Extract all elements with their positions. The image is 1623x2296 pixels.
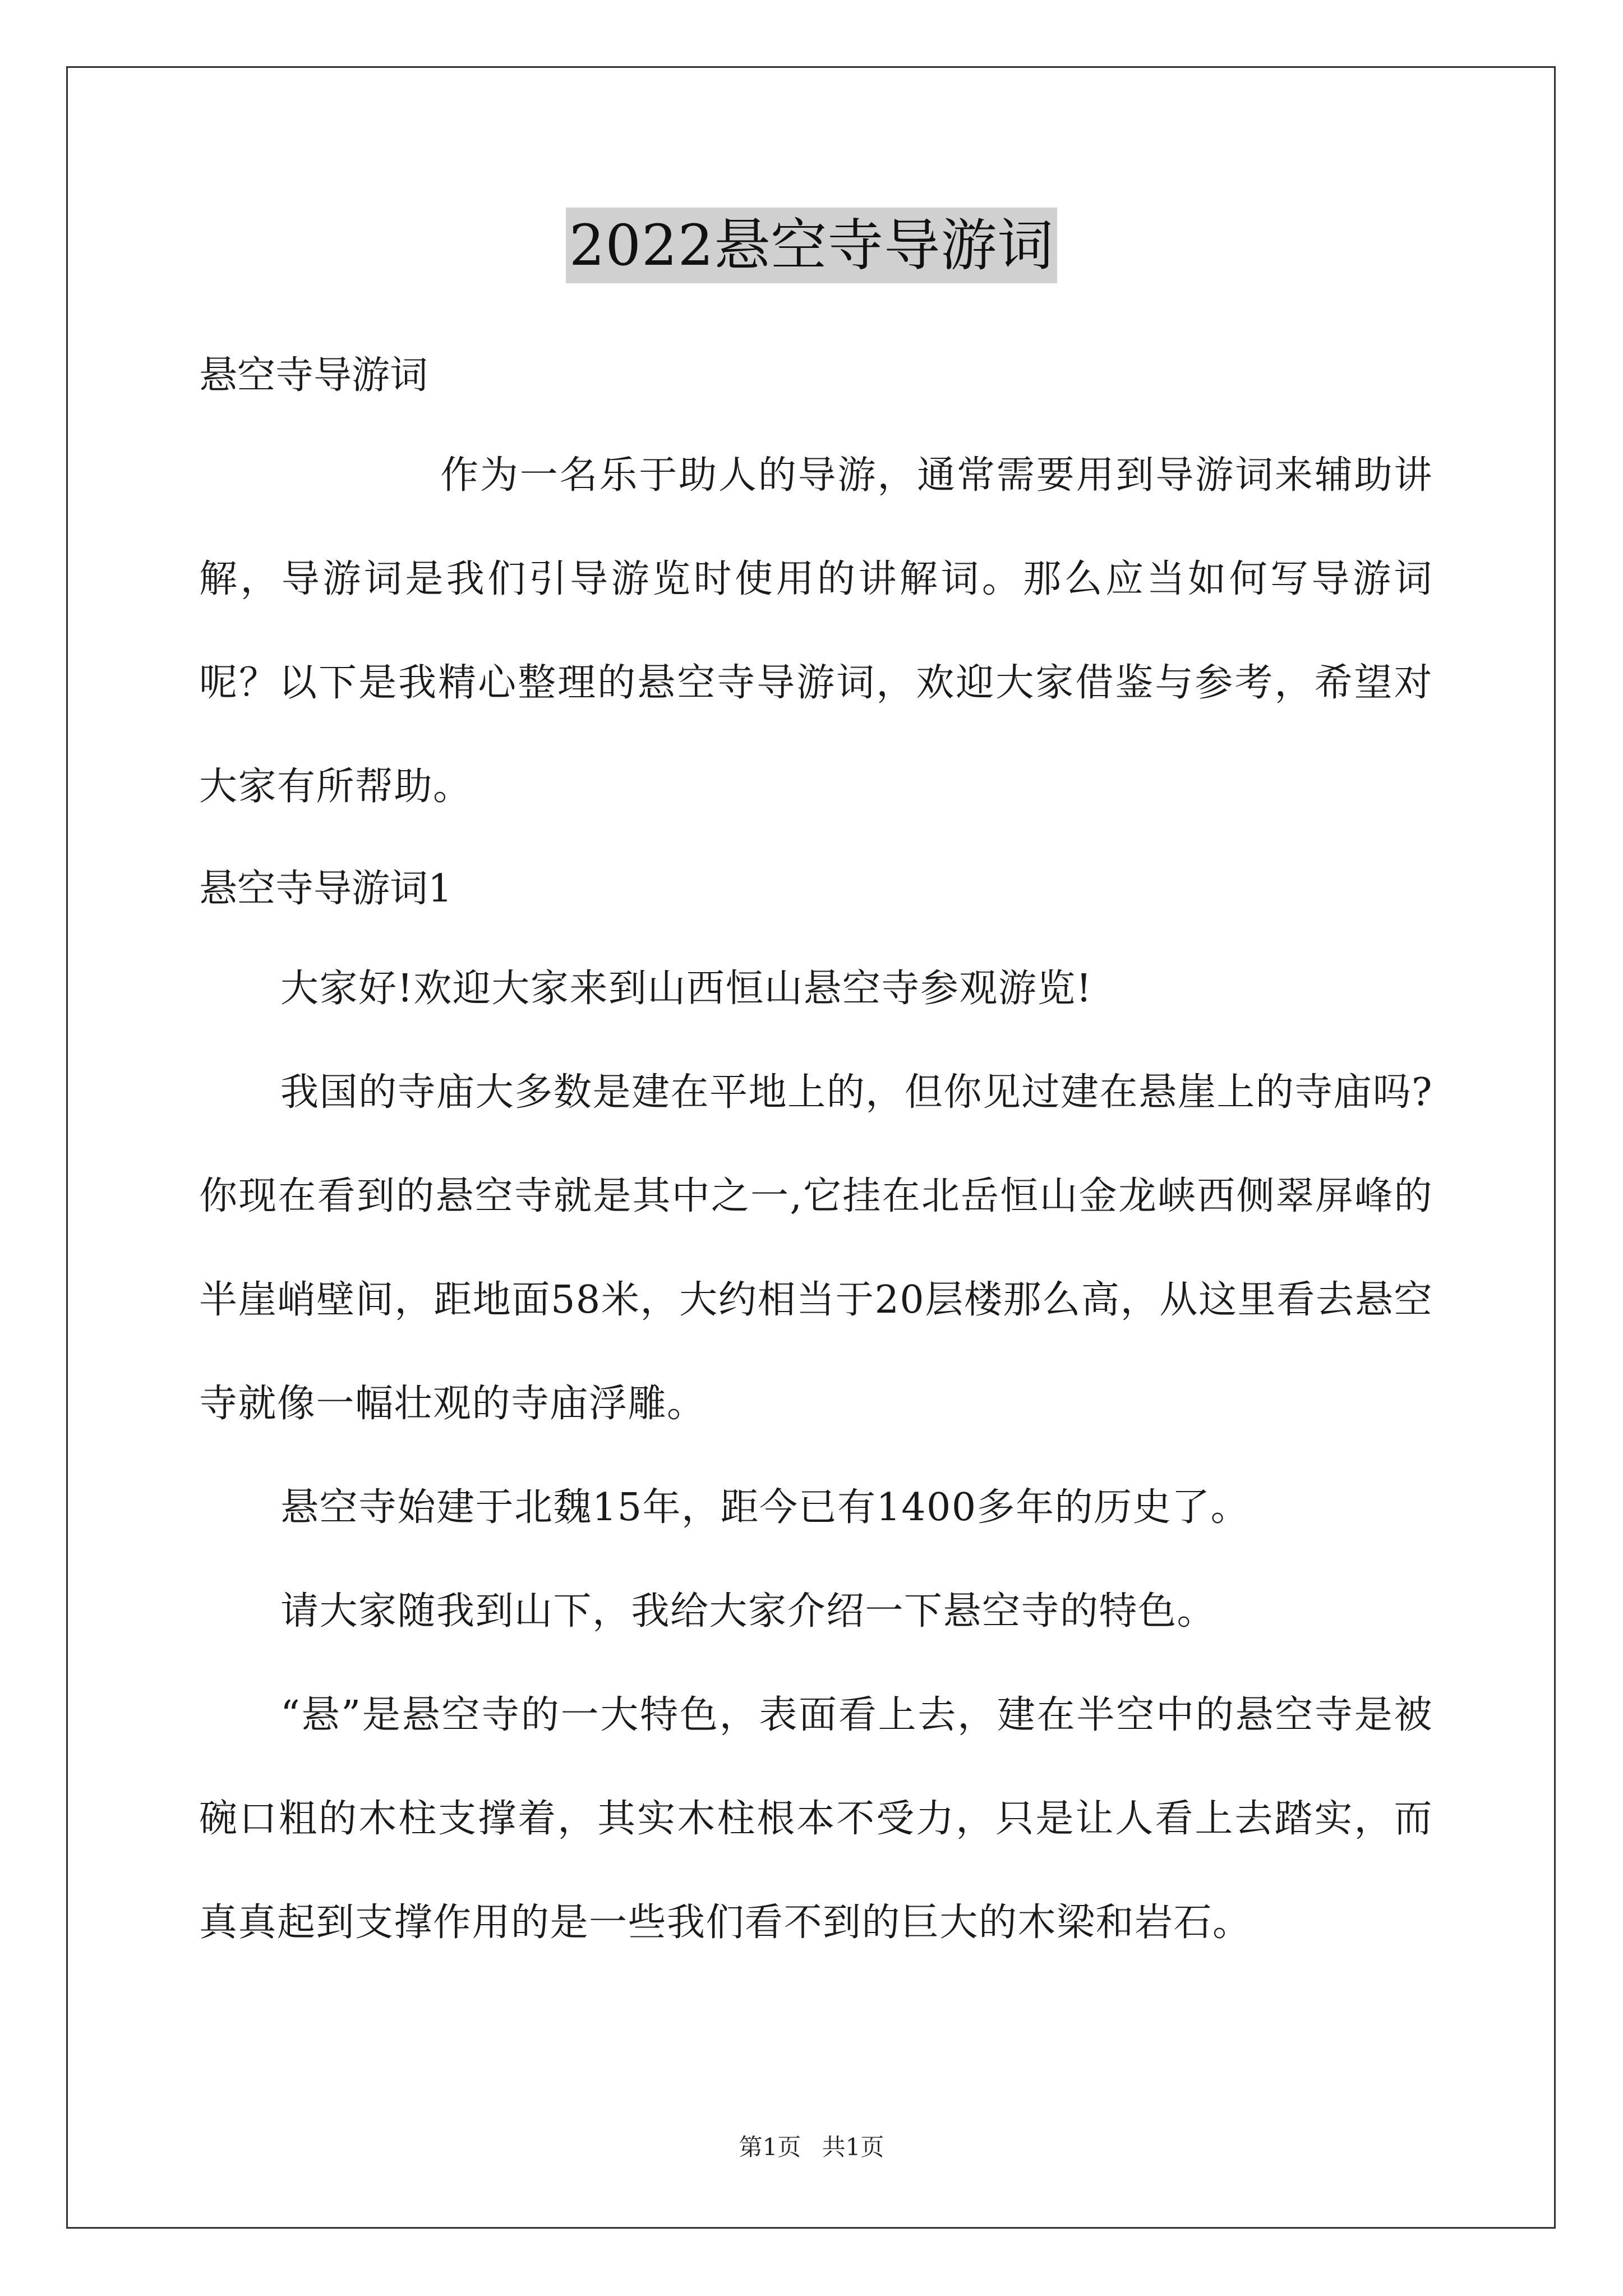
title-container <box>0 208 1623 283</box>
body-paragraph: “悬”是悬空寺的一大特色，表面看上去，建在半空中的悬空寺是被碗口粗的木柱支撑着，其实木柱根本不受力，只是让人看上去踏实，而真真起到支撑作用的是一些我们看不到的巨大的木梁和岩石。 <box>199 1693 1433 1945</box>
intro-paragraph: 作为一名乐于助人的导游，通常需要用到导游词来辅助讲解，导游词是我们引导游览时使用的讲解词。那么应当如何写导游词呢？以下是我精心整理的悬空寺导游词，欢迎大家借鉴与参考，希望对大家有所帮助。 <box>199 453 1433 809</box>
section-heading: 悬空寺导游词1 <box>199 867 453 911</box>
body-paragraph: 大家好!欢迎大家来到山西恒山悬空寺参观游览! <box>280 967 1092 1011</box>
page-footer <box>0 2129 1623 2162</box>
document-body <box>199 348 1433 1975</box>
body-paragraph: 悬空寺始建于北魏15年，距今已有1400多年的历史了。 <box>280 1485 1250 1530</box>
body-paragraph: 请大家随我到山下，我给大家介绍一下悬空寺的特色。 <box>280 1589 1216 1634</box>
page-number: 第1页 <box>739 2133 801 2161</box>
document-title: 2022悬空寺导游词 <box>566 208 1058 283</box>
body-paragraph: 我国的寺庙大多数是建在平地上的，但你见过建在悬崖上的寺庙吗?你现在看到的悬空寺就是其中之一,它挂在北岳恒山金龙峡西侧翠屏峰的半崖峭壁间，距地面58米，大约相当于20层楼那么高，从这里看去悬空寺就像一幅壮观的寺庙浮雕。 <box>199 1070 1433 1426</box>
page-total: 共1页 <box>822 2133 884 2161</box>
document-subtitle: 悬空寺导游词 <box>199 353 428 398</box>
